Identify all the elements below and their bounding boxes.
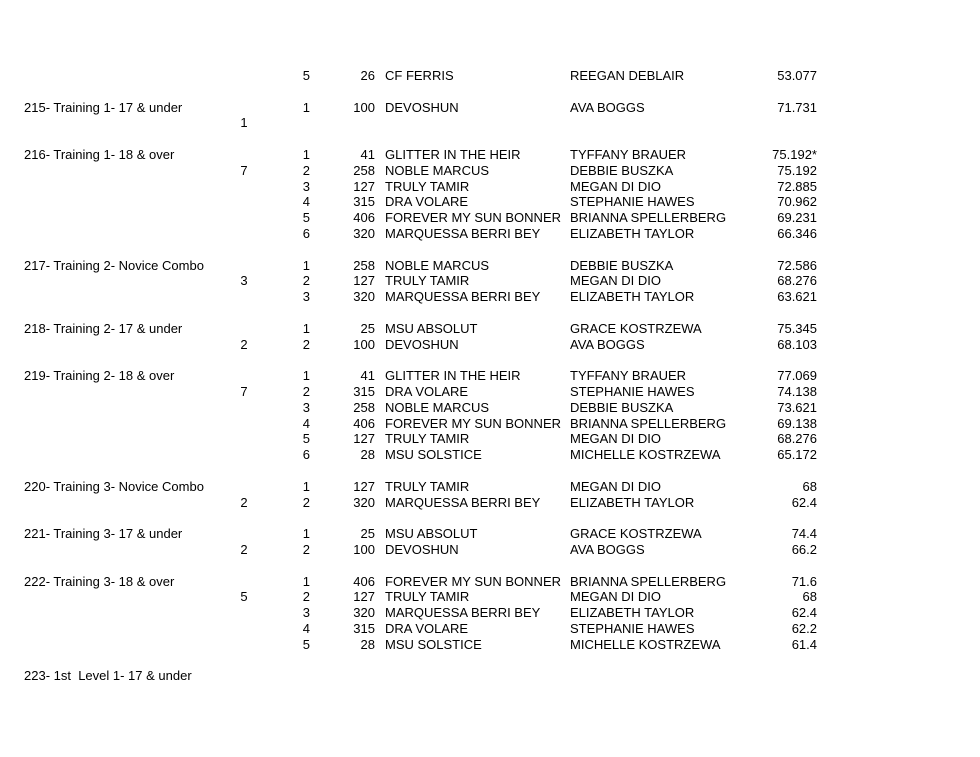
horse-name: MSU SOLSTICE <box>385 636 482 652</box>
place: 3 <box>302 399 310 415</box>
horse-name: FOREVER MY SUN BONNER <box>385 573 562 589</box>
horse-name <box>377 668 570 684</box>
score: 68 <box>802 589 817 605</box>
result-row <box>0 273 980 289</box>
score: 75.345 <box>777 320 817 336</box>
place: 1 <box>302 478 310 494</box>
result-row <box>0 179 980 195</box>
entry-count: 7 <box>240 162 248 178</box>
rider-name: TYFFANY BRAUER <box>570 146 687 162</box>
rider-name <box>570 115 755 131</box>
place: 2 <box>302 541 310 557</box>
horse-number: 320 <box>353 289 375 305</box>
score: 69.231 <box>777 210 817 226</box>
place: 2 <box>302 336 310 352</box>
place: 6 <box>302 225 310 241</box>
result-row <box>0 526 980 542</box>
row-spacer <box>0 305 980 321</box>
horse-name: NOBLE MARCUS <box>385 162 490 178</box>
horse-number: 100 <box>353 336 375 352</box>
horse-number: 25 <box>360 320 375 336</box>
horse-name: FOREVER MY SUN BONNER <box>385 415 562 431</box>
class-name: 220- Training 3- Novice Combo <box>24 478 204 494</box>
place: 5 <box>302 636 310 652</box>
result-row <box>0 621 980 637</box>
rider-name: TYFFANY BRAUER <box>570 368 687 384</box>
rider-name: BRIANNA SPELLERBERG <box>570 415 727 431</box>
score: 63.621 <box>777 289 817 305</box>
entry-count <box>224 226 264 242</box>
horse-number: 28 <box>360 447 375 463</box>
score: 73.621 <box>777 399 817 415</box>
score: 53.077 <box>777 68 817 83</box>
result-row <box>0 163 980 179</box>
class-name <box>24 273 224 289</box>
rider-name: MEGAN DI DIO <box>570 431 662 447</box>
horse-number: 41 <box>360 146 375 162</box>
horse-name: MSU ABSOLUT <box>385 320 478 336</box>
score: 68.276 <box>777 431 817 447</box>
score: 66.2 <box>791 541 817 557</box>
rider-name <box>570 668 755 684</box>
score: 62.4 <box>791 494 817 510</box>
place: 4 <box>302 415 310 431</box>
rider-name: BRIANNA SPELLERBERG <box>570 573 727 589</box>
rider-name: ELIZABETH TAYLOR <box>570 225 695 241</box>
score: 61.4 <box>791 636 817 652</box>
place: 2 <box>302 383 310 399</box>
place: 3 <box>302 178 310 194</box>
horse-number: 320 <box>353 605 375 621</box>
horse-number: 320 <box>353 225 375 241</box>
horse-name: GLITTER IN THE HEIR <box>385 368 521 384</box>
entry-count <box>224 258 264 274</box>
class-name <box>24 163 224 179</box>
class-name <box>24 68 224 84</box>
place: 1 <box>302 257 310 273</box>
horse-number: 320 <box>353 494 375 510</box>
rider-name: GRACE KOSTRZEWA <box>570 526 702 542</box>
rider-name: ELIZABETH TAYLOR <box>570 494 695 510</box>
horse-name: DRA VOLARE <box>385 194 469 210</box>
horse-number: 315 <box>353 194 375 210</box>
horse-name: TRULY TAMIR <box>385 589 470 605</box>
place: 2 <box>302 494 310 510</box>
class-name <box>24 605 224 621</box>
score: 68.276 <box>777 273 817 289</box>
entry-count <box>224 637 264 653</box>
rider-name: DEBBIE BUSZKA <box>570 399 674 415</box>
score: 71.6 <box>791 573 817 589</box>
entry-count: 2 <box>240 336 248 352</box>
horse-name <box>377 115 570 131</box>
result-row <box>0 115 980 131</box>
horse-number: 41 <box>360 368 375 384</box>
horse-name: FOREVER MY SUN BONNER <box>385 210 562 226</box>
row-spacer <box>0 131 980 147</box>
result-row <box>0 668 980 684</box>
score: 65.172 <box>777 447 817 463</box>
place: 1 <box>302 146 310 162</box>
class-name: 218- Training 2- 17 & under <box>24 320 183 336</box>
rider-name: REEGAN DEBLAIR <box>570 68 685 83</box>
entry-count: 2 <box>240 494 248 510</box>
horse-number: 127 <box>353 431 375 447</box>
horse-number: 127 <box>353 273 375 289</box>
entry-count <box>224 368 264 384</box>
horse-number <box>312 668 377 684</box>
rider-name: MICHELLE KOSTRZEWA <box>570 447 721 463</box>
rider-name: BRIANNA SPELLERBERG <box>570 210 727 226</box>
class-name <box>24 431 224 447</box>
class-name: 215- Training 1- 17 & under <box>24 99 183 115</box>
class-name: 217- Training 2- Novice Combo <box>24 257 204 273</box>
result-row <box>0 495 980 511</box>
place: 5 <box>302 210 310 226</box>
horse-name: TRULY TAMIR <box>385 431 470 447</box>
class-name: 221- Training 3- 17 & under <box>24 526 183 542</box>
entry-count <box>224 179 264 195</box>
result-row <box>0 637 980 653</box>
score: 75.192 <box>777 162 817 178</box>
place: 2 <box>302 273 310 289</box>
horse-number: 25 <box>360 526 375 542</box>
place: 4 <box>302 194 310 210</box>
class-name <box>24 400 224 416</box>
horse-name: MSU SOLSTICE <box>385 447 482 463</box>
class-name: 216- Training 1- 18 & over <box>24 146 175 162</box>
rider-name: DEBBIE BUSZKA <box>570 162 674 178</box>
horse-name: MARQUESSA BERRI BEY <box>385 494 541 510</box>
row-spacer <box>0 558 980 574</box>
class-name: 222- Training 3- 18 & over <box>24 573 175 589</box>
rider-name: STEPHANIE HAWES <box>570 383 695 399</box>
row-spacer <box>0 510 980 526</box>
horse-number: 258 <box>353 162 375 178</box>
entry-count <box>224 479 264 495</box>
class-name <box>24 115 224 131</box>
class-name <box>24 447 224 463</box>
score <box>755 115 817 131</box>
horse-number: 315 <box>353 383 375 399</box>
place: 1 <box>302 573 310 589</box>
result-row <box>0 368 980 384</box>
entry-count <box>224 400 264 416</box>
score <box>755 668 817 684</box>
score: 68 <box>802 478 817 494</box>
entry-count <box>224 526 264 542</box>
entry-count <box>224 431 264 447</box>
horse-name: NOBLE MARCUS <box>385 399 490 415</box>
score: 70.962 <box>777 194 817 210</box>
score: 69.138 <box>777 415 817 431</box>
place <box>264 115 312 131</box>
result-row <box>0 100 980 116</box>
entry-count: 3 <box>240 273 248 289</box>
score: 75.192* <box>772 146 817 162</box>
horse-name: NOBLE MARCUS <box>385 257 490 273</box>
horse-name: DEVOSHUN <box>385 336 459 352</box>
row-spacer <box>0 242 980 258</box>
place: 2 <box>302 589 310 605</box>
entry-count <box>224 668 264 684</box>
rider-name: STEPHANIE HAWES <box>570 620 695 636</box>
score: 66.346 <box>777 225 817 241</box>
result-row <box>0 605 980 621</box>
horse-number: 406 <box>353 573 375 589</box>
horse-name: TRULY TAMIR <box>385 273 470 289</box>
horse-number: 258 <box>353 399 375 415</box>
result-row <box>0 400 980 416</box>
score: 68.103 <box>777 336 817 352</box>
result-row <box>0 147 980 163</box>
horse-name: DEVOSHUN <box>385 99 459 115</box>
place: 5 <box>302 68 310 83</box>
place: 1 <box>302 320 310 336</box>
place: 1 <box>302 526 310 542</box>
entry-count <box>224 210 264 226</box>
result-row <box>0 258 980 274</box>
horse-number: 26 <box>360 68 375 83</box>
entry-count <box>224 194 264 210</box>
entry-count <box>224 147 264 163</box>
rider-name: AVA BOGGS <box>570 99 645 115</box>
place <box>264 668 312 684</box>
row-spacer <box>0 84 980 100</box>
horse-number: 406 <box>353 415 375 431</box>
entry-count <box>224 447 264 463</box>
result-row <box>0 194 980 210</box>
place: 2 <box>302 162 310 178</box>
entry-count <box>224 321 264 337</box>
entry-count: 7 <box>240 383 248 399</box>
horse-name: DEVOSHUN <box>385 541 459 557</box>
rider-name: ELIZABETH TAYLOR <box>570 605 695 621</box>
horse-number: 127 <box>353 589 375 605</box>
class-name <box>24 194 224 210</box>
score: 72.586 <box>777 257 817 273</box>
entry-count: 5 <box>240 589 248 605</box>
horse-number <box>312 115 377 131</box>
class-name <box>24 589 224 605</box>
result-row <box>0 226 980 242</box>
horse-name: MARQUESSA BERRI BEY <box>385 605 541 621</box>
result-row <box>0 68 980 84</box>
horse-number: 127 <box>353 178 375 194</box>
class-name <box>24 210 224 226</box>
result-row <box>0 289 980 305</box>
score: 62.2 <box>791 620 817 636</box>
rider-name: STEPHANIE HAWES <box>570 194 695 210</box>
rider-name: AVA BOGGS <box>570 336 645 352</box>
horse-number: 258 <box>353 257 375 273</box>
horse-number: 100 <box>353 541 375 557</box>
rider-name: MEGAN DI DIO <box>570 178 662 194</box>
entry-count <box>224 574 264 590</box>
class-name <box>24 226 224 242</box>
entry-count <box>224 605 264 621</box>
horse-name: MARQUESSA BERRI BEY <box>385 225 541 241</box>
row-spacer <box>0 652 980 668</box>
result-row <box>0 542 980 558</box>
score: 62.4 <box>791 605 817 621</box>
horse-number: 127 <box>353 478 375 494</box>
entry-count: 1 <box>240 115 248 131</box>
score: 77.069 <box>777 368 817 384</box>
rider-name: DEBBIE BUSZKA <box>570 257 674 273</box>
place: 3 <box>302 605 310 621</box>
place: 1 <box>302 368 310 384</box>
class-name <box>24 416 224 432</box>
rider-name: MEGAN DI DIO <box>570 478 662 494</box>
entry-count <box>224 289 264 305</box>
result-row <box>0 589 980 605</box>
class-name <box>24 337 224 353</box>
result-row <box>0 337 980 353</box>
horse-name: MSU ABSOLUT <box>385 526 478 542</box>
result-row <box>0 574 980 590</box>
score: 74.138 <box>777 383 817 399</box>
entry-count: 2 <box>240 541 248 557</box>
row-spacer <box>0 463 980 479</box>
results-table <box>0 68 980 684</box>
place: 6 <box>302 447 310 463</box>
score: 72.885 <box>777 178 817 194</box>
result-row <box>0 447 980 463</box>
score: 74.4 <box>791 526 817 542</box>
class-name: 223- 1st Level 1- 17 & under <box>24 668 192 684</box>
place: 4 <box>302 620 310 636</box>
class-name <box>24 621 224 637</box>
horse-number: 406 <box>353 210 375 226</box>
horse-name: TRULY TAMIR <box>385 478 470 494</box>
horse-name: DRA VOLARE <box>385 620 469 636</box>
entry-count <box>224 416 264 432</box>
rider-name: MEGAN DI DIO <box>570 273 662 289</box>
result-row <box>0 431 980 447</box>
result-row <box>0 416 980 432</box>
place: 1 <box>302 99 310 115</box>
rider-name: AVA BOGGS <box>570 541 645 557</box>
place: 5 <box>302 431 310 447</box>
rider-name: ELIZABETH TAYLOR <box>570 289 695 305</box>
class-name <box>24 289 224 305</box>
horse-name: DRA VOLARE <box>385 383 469 399</box>
horse-name: GLITTER IN THE HEIR <box>385 146 521 162</box>
horse-number: 28 <box>360 636 375 652</box>
entry-count <box>224 621 264 637</box>
class-name <box>24 179 224 195</box>
rider-name: GRACE KOSTRZEWA <box>570 320 702 336</box>
entry-count <box>224 68 264 84</box>
horse-number: 100 <box>353 99 375 115</box>
row-spacer <box>0 352 980 368</box>
score: 71.731 <box>777 99 817 115</box>
result-row <box>0 210 980 226</box>
entry-count <box>224 100 264 116</box>
rider-name: MEGAN DI DIO <box>570 589 662 605</box>
result-row <box>0 479 980 495</box>
horse-name: TRULY TAMIR <box>385 178 470 194</box>
class-name <box>24 637 224 653</box>
class-name <box>24 542 224 558</box>
class-name: 219- Training 2- 18 & over <box>24 368 175 384</box>
result-row <box>0 321 980 337</box>
class-name <box>24 495 224 511</box>
horse-name: MARQUESSA BERRI BEY <box>385 289 541 305</box>
result-row <box>0 384 980 400</box>
rider-name: MICHELLE KOSTRZEWA <box>570 636 721 652</box>
horse-name: CF FERRIS <box>385 68 454 83</box>
horse-number: 315 <box>353 620 375 636</box>
place: 3 <box>302 289 310 305</box>
class-name <box>24 384 224 400</box>
